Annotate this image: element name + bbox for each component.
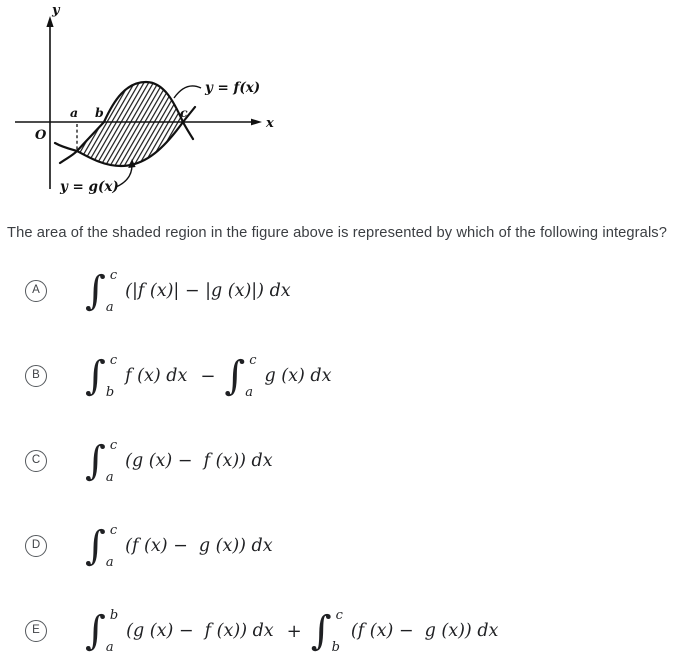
integral-symbol: [311, 608, 343, 655]
x-axis-label: x: [266, 116, 274, 131]
choice-row-e[interactable]: [0, 596, 688, 666]
question-text: The area of the shaded region in the figure above is represented by which of the following integrals?: [7, 225, 668, 241]
lower-limit: a: [105, 299, 114, 315]
lower-limit: a: [105, 639, 114, 655]
choice-letter-badge[interactable]: B: [25, 365, 47, 387]
integral-sign: ∫: [85, 522, 106, 569]
integral-sign: ∫: [85, 437, 106, 484]
expression-text: (|f (x)| − |g (x)|) dx: [125, 281, 291, 301]
operator: −: [200, 365, 216, 387]
integral-limits: [106, 268, 117, 315]
integral-symbol: [85, 438, 117, 485]
origin-label: O: [35, 128, 47, 143]
choice-letter-badge[interactable]: D: [25, 535, 47, 557]
operator: +: [286, 620, 302, 642]
upper-limit: b: [109, 607, 119, 623]
point-c-label: c: [180, 105, 188, 120]
point-b-label: b: [95, 105, 104, 120]
x-axis-arrow-icon: [251, 119, 262, 126]
upper-limit: c: [109, 352, 118, 368]
integral-sign: ∫: [85, 267, 106, 314]
integral-sign: ∫: [85, 352, 106, 399]
integral-sign: ∫: [224, 352, 246, 399]
choice-expression: [85, 438, 273, 485]
integral-limits: [106, 438, 117, 485]
choice-letter-badge[interactable]: A: [25, 280, 47, 302]
integral-limits: [332, 608, 343, 655]
lower-limit: b: [105, 384, 115, 400]
upper-limit: c: [109, 437, 118, 453]
choice-row-c[interactable]: [0, 426, 688, 496]
integral-symbol: [85, 608, 118, 655]
choice-letter-badge[interactable]: E: [25, 620, 47, 642]
upper-limit: c: [109, 267, 118, 283]
integral-symbol: [85, 353, 117, 400]
integral-symbol: [224, 353, 256, 400]
lower-limit: b: [331, 639, 340, 655]
choice-letter-badge[interactable]: C: [25, 450, 47, 472]
expression-text: (f (x) − g (x)) dx: [125, 536, 273, 556]
lower-limit: a: [105, 554, 114, 570]
integral-symbol: [85, 268, 117, 315]
integral-sign: ∫: [85, 607, 106, 654]
point-a-label: a: [70, 105, 79, 120]
expression-text: (g (x) − f (x)) dx: [126, 621, 274, 641]
curve-g-label: y = g(x): [60, 179, 119, 195]
upper-limit: c: [249, 352, 257, 368]
upper-limit: c: [335, 607, 343, 623]
lower-limit: a: [105, 469, 114, 485]
expression-text: (g (x) − f (x)) dx: [125, 451, 273, 471]
f-label-leader: [174, 86, 201, 98]
choice-expression: [85, 608, 498, 655]
integral-limits: [106, 608, 118, 655]
integral-limits: [245, 353, 256, 400]
choice-expression: [85, 268, 291, 315]
lower-limit: a: [245, 384, 254, 400]
choice-expression: [85, 523, 273, 570]
curve-f-label: y = f(x): [205, 80, 261, 96]
expression-text: g (x) dx: [264, 366, 332, 386]
expression-text: f (x) dx: [125, 366, 188, 386]
figure: [0, 0, 290, 210]
choice-row-b[interactable]: [0, 341, 688, 411]
integral-symbol: [85, 523, 117, 570]
choice-row-a[interactable]: [0, 256, 688, 326]
upper-limit: c: [109, 522, 118, 538]
y-axis-label: y: [52, 3, 60, 18]
integral-limits: [106, 523, 117, 570]
choice-row-d[interactable]: [0, 511, 688, 581]
choice-expression: [85, 353, 331, 400]
expression-text: (f (x) − g (x)) dx: [350, 621, 499, 641]
integral-limits: [106, 353, 117, 400]
integral-sign: ∫: [310, 607, 332, 654]
